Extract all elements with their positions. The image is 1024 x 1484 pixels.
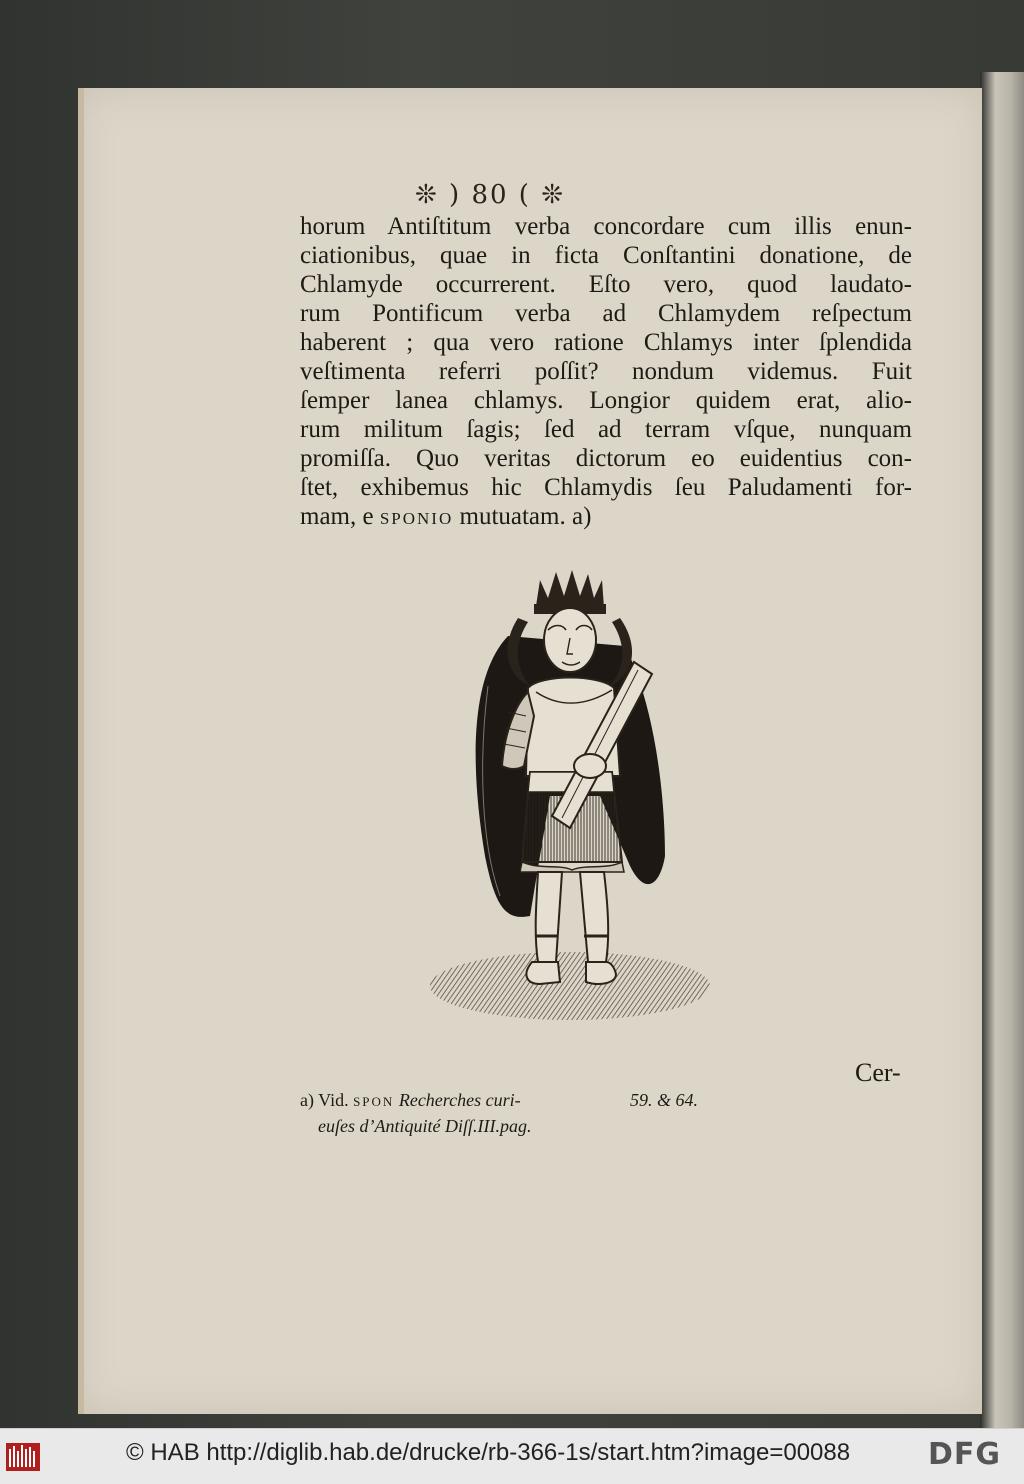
text-line: Chlamyde occurrerent. Eſto vero, quod laudato-	[300, 271, 912, 298]
text-line: rum militum ſagis; ſed ad terram vſque, nunquam	[300, 416, 912, 443]
footnote-line: euſes d’Antiquité Diſſ.III.pag.	[318, 1116, 532, 1136]
text-line: horum Antiſtitum verba concordare cum illis enun-	[300, 213, 912, 240]
footnote-pages: 59. & 64.	[630, 1090, 699, 1110]
text-line: ciationibus, quae in ficta Conſtantini donatione, de	[300, 242, 912, 269]
page-fore-edge	[78, 88, 84, 1414]
text-line: veſtimenta referri poſſit? nondum videmus. Fuit	[300, 358, 912, 385]
dfg-logo: DFG	[928, 1437, 1002, 1472]
text-line: rum Pontificum verba ad Chlamydem reſpectum	[300, 300, 912, 327]
text-line-last: mam, e SPONIO mutuatam. a)	[300, 503, 592, 530]
body-text	[300, 212, 912, 533]
text-line: ſemper lanea chlamys. Longior quidem erat, alio-	[300, 387, 912, 414]
footnote-author: SPON	[353, 1094, 395, 1109]
text-line: haberent ; qua vero ratione Chlamys inter ſplendida	[300, 329, 912, 356]
text-line: promiſſa. Quo veritas dictorum eo euidentius con-	[300, 445, 912, 472]
text-line: ſtet, exhibemus hic Chlamydis ſeu Paludamenti for-	[300, 474, 912, 501]
footnote	[300, 1088, 720, 1138]
catchword: Cer-	[855, 1058, 901, 1087]
copyright-link[interactable]: © HAB http://diglib.hab.de/drucke/rb-366-1s/start.htm?image=00088	[126, 1439, 851, 1466]
adjacent-page-edge	[980, 72, 1024, 1428]
footnote-line: a) Vid. SPON Recherches curi-	[300, 1090, 521, 1110]
hab-logo-icon	[6, 1443, 40, 1471]
engraving-figure	[430, 566, 710, 1026]
running-head: ❊ ) 80 ( ❊	[415, 180, 565, 210]
author-name: SPONIO	[379, 509, 454, 528]
viewer-footer	[0, 1428, 1024, 1484]
